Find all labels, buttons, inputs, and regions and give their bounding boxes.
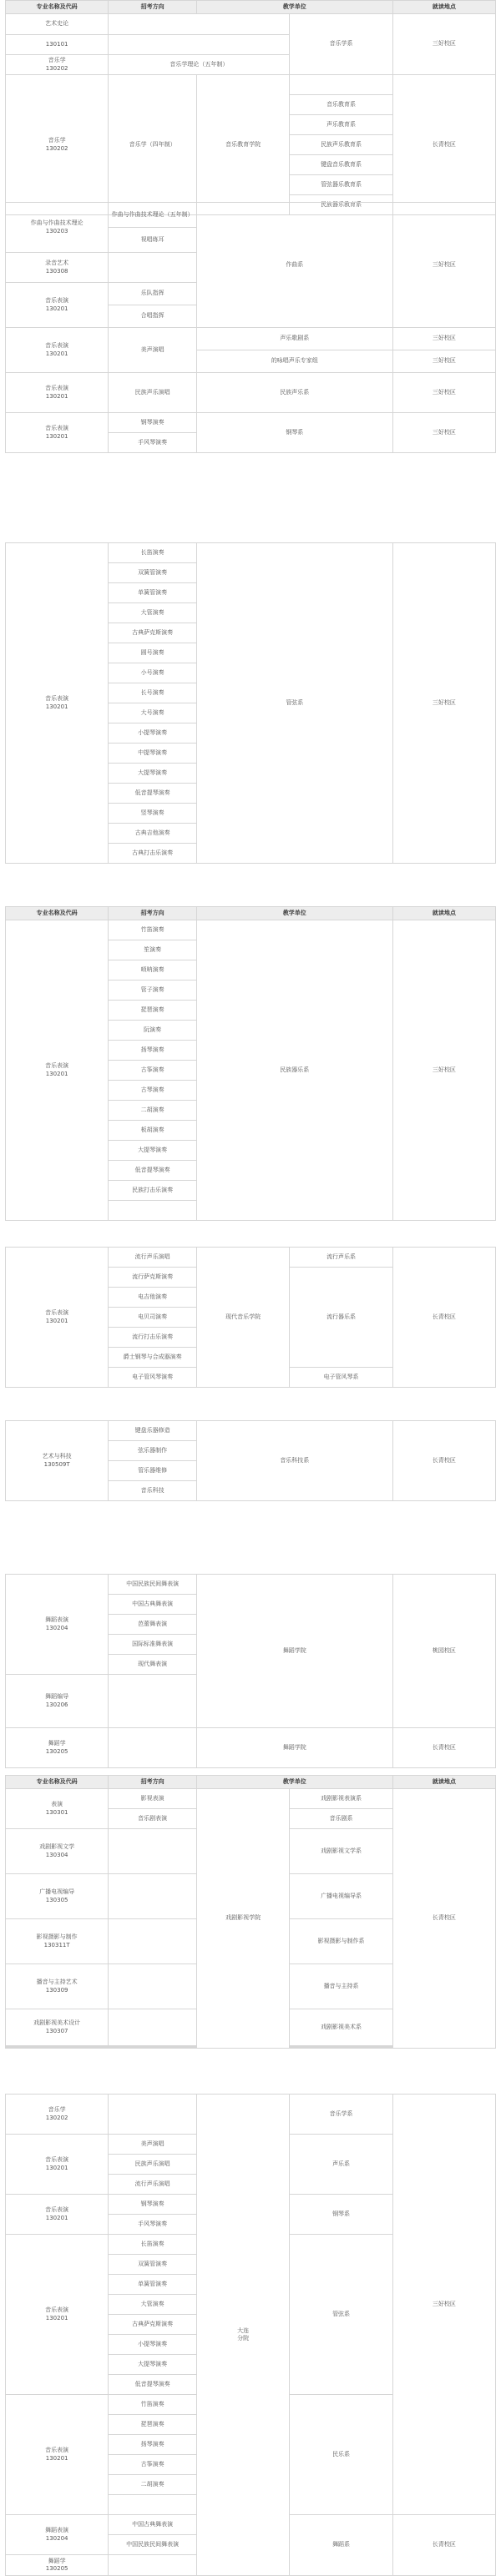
table-cell: 古琴演奏 <box>109 1081 197 1101</box>
cell-line-code: 130205 <box>8 2565 106 2573</box>
table-cell: 广播电视编导系 <box>290 1874 392 1919</box>
table-cell <box>109 14 290 35</box>
table-cell: 民族打击乐演奏 <box>109 1181 197 1201</box>
table-cell: 小提琴演奏 <box>109 723 197 744</box>
table-cell: 音乐剧表演 <box>109 1809 197 1829</box>
table-row <box>6 328 496 350</box>
table-cell: 电贝司演奏 <box>109 1308 197 1328</box>
table-cell: 笙演奏 <box>109 940 197 960</box>
table-cell: 音乐学系 <box>290 2095 392 2135</box>
table-row <box>6 920 496 940</box>
cell-line-name: 舞蹈学 <box>8 2558 106 2565</box>
cell-line-name: 音乐表演 <box>8 425 106 432</box>
table-cell <box>109 1874 197 1919</box>
table-cell: 电子管风琴系 <box>290 1368 392 1388</box>
cell-line-name: 作曲与作曲技术理论 <box>8 219 106 227</box>
table-cell: 弦乐器制作 <box>109 1441 197 1461</box>
table-cell: 声乐歌剧系 <box>196 328 392 350</box>
cell-line-code: 130307 <box>8 2028 106 2035</box>
table-cell: 流行萨克斯演奏 <box>109 1268 197 1288</box>
column-header: 就读地点 <box>392 1776 495 1789</box>
cell-line-name: 戏剧影视美术设计 <box>8 2019 106 2027</box>
table-row <box>6 1789 496 1809</box>
table-cell <box>6 1675 109 1728</box>
table-cell <box>109 1728 197 1768</box>
table-row <box>6 1421 496 1441</box>
cell-line-code: 130201 <box>8 393 106 401</box>
table-cell <box>6 253 109 283</box>
table-cell: 大提琴演奏 <box>109 764 197 784</box>
table-cell: 作曲系 <box>196 203 392 328</box>
cell-line-name: 音乐表演 <box>8 2156 106 2164</box>
cell-line-name: 音乐学 <box>8 2106 106 2114</box>
cell-line-name: 录音艺术 <box>8 260 106 267</box>
table-cell: 低音提琴演奏 <box>109 784 197 804</box>
table-cell: 现代音乐学院 <box>196 1248 290 1388</box>
table-cell <box>109 253 197 283</box>
table-cell: 三好校区 <box>392 543 495 864</box>
cell-line-name: 戏剧影视文学 <box>8 1843 106 1851</box>
table-cell: 低音提琴演奏 <box>109 2375 197 2395</box>
cell-line-name: 音乐表演 <box>8 2206 106 2214</box>
cell-line-code: 130304 <box>8 1852 106 1859</box>
cell-line-code: 130201 <box>8 2215 106 2222</box>
table-cell <box>6 1789 109 1829</box>
table-cell: 大提琴演奏 <box>109 1141 197 1161</box>
table-row <box>6 203 496 228</box>
table-cell: 130101 <box>6 35 109 55</box>
table-row <box>6 14 496 35</box>
table-cell: 三好校区 <box>392 920 495 1221</box>
table-cell <box>6 2195 109 2235</box>
table-row <box>6 1728 496 1768</box>
table-cell: 音乐科技系 <box>196 1421 392 1501</box>
table-cell: 长号演奏 <box>109 683 197 703</box>
table-cell: 阮演奏 <box>109 1021 197 1041</box>
table-cell: 作曲与作曲技术理论（五年制） <box>109 203 197 228</box>
table-cell <box>290 2048 392 2049</box>
table-cell: 音乐科技 <box>109 1481 197 1501</box>
table-cell: 国际标准舞表演 <box>109 1635 197 1655</box>
enrollment-table-section <box>5 542 496 864</box>
cell-line-code: 130204 <box>8 1625 106 1632</box>
table-cell: 戏剧影视文学系 <box>290 1829 392 1874</box>
table-cell: 音乐学系 <box>290 14 392 75</box>
cell-line-code: 130201 <box>8 305 106 313</box>
table-row <box>6 1575 496 1595</box>
table-cell: 长青校区 <box>392 75 495 215</box>
table-cell: 三好校区 <box>392 203 495 328</box>
table-header-row <box>6 1 496 14</box>
table-cell: 音乐学（四年制） <box>109 75 197 215</box>
cell-line-code: 130201 <box>8 1071 106 1078</box>
column-header: 就读地点 <box>392 1 495 14</box>
table-cell <box>109 2095 197 2135</box>
table-cell: 长青校区 <box>392 1421 495 1501</box>
table-cell: 管弦系 <box>196 543 392 864</box>
column-header: 教学单位 <box>196 1776 392 1789</box>
table-cell: 竹笛演奏 <box>109 920 197 940</box>
table-cell <box>109 1919 197 1964</box>
cell-line-name: 影视摄影与制作 <box>8 1933 106 1941</box>
table-cell <box>109 35 290 55</box>
table-row <box>6 1248 496 1268</box>
table-cell: 声乐系 <box>290 2135 392 2195</box>
table-cell <box>6 328 109 373</box>
table-cell: 中国民族民间舞表演 <box>109 2535 197 2555</box>
column-header: 招考方向 <box>109 1776 197 1789</box>
column-header: 专业名称及代码 <box>6 1 109 14</box>
column-header: 招考方向 <box>109 1 197 14</box>
table-cell <box>6 75 109 215</box>
cell-line-code: 130202 <box>8 2115 106 2122</box>
enrollment-table-section <box>5 1247 496 1388</box>
cell-line-code: 130205 <box>8 1748 106 1756</box>
cell-line-name: 表演 <box>8 1801 106 1808</box>
cell-line-name: 音乐表演 <box>8 2447 106 2454</box>
table-cell: 大管演奏 <box>109 2295 197 2315</box>
enrollment-table-section <box>5 2094 496 2576</box>
table-cell <box>6 55 109 75</box>
table-cell: 流行器乐系 <box>290 1268 392 1368</box>
table-cell: 竹笛演奏 <box>109 2395 197 2415</box>
table-cell: 民族声乐教育系 <box>290 135 392 155</box>
table-cell <box>109 1201 197 1221</box>
table-cell: 板胡演奏 <box>109 1121 197 1141</box>
table-cell <box>6 2235 109 2395</box>
table-cell: 小号演奏 <box>109 663 197 683</box>
table-cell: 钢琴演奏 <box>109 413 197 433</box>
cell-line-code: 130203 <box>8 228 106 235</box>
table-cell <box>6 203 109 253</box>
table-cell: 长青校区 <box>392 1789 495 2049</box>
table-cell: 键盘音乐教育系 <box>290 155 392 175</box>
table-header-row <box>6 1776 496 1789</box>
cell-line-name: 舞蹈表演 <box>8 1616 106 1624</box>
table-cell <box>109 1675 197 1728</box>
table-cell: 钢琴系 <box>290 2195 392 2235</box>
table-cell: 大提琴演奏 <box>109 2355 197 2375</box>
table-cell: 舞蹈系 <box>290 2515 392 2576</box>
table-cell: 三好校区 <box>392 373 495 413</box>
table-cell: 古典萨克斯演奏 <box>109 623 197 643</box>
table-cell <box>109 2555 197 2576</box>
table-cell: 民乐系 <box>290 2395 392 2515</box>
table-cell <box>6 1829 109 1874</box>
cell-line-name: 音乐表演 <box>8 297 106 305</box>
cell-line-name: 音乐表演 <box>8 385 106 392</box>
table-cell: 单簧管演奏 <box>109 583 197 603</box>
cell-line-code: 130311T <box>8 1942 106 1949</box>
cell-line-code: 130201 <box>8 2165 106 2172</box>
cell-line-name: 音乐学 <box>8 57 106 64</box>
table-cell: 播音与主持系 <box>290 1964 392 2009</box>
table-cell: 合唱指挥 <box>109 305 197 328</box>
cell-line-code: 130301 <box>8 1809 106 1817</box>
table-cell: 中国古典舞表演 <box>109 2515 197 2535</box>
table-cell: 长青校区 <box>392 1728 495 1768</box>
table-cell <box>6 2395 109 2515</box>
table-cell: 圆号演奏 <box>109 643 197 663</box>
table-cell: 中国古典舞表演 <box>109 1595 197 1615</box>
cell-line-name: 艺术与科技 <box>8 1453 106 1460</box>
cell-line-code: 130309 <box>8 1987 106 1994</box>
enrollment-table-section <box>5 202 496 453</box>
enrollment-table-section <box>5 1574 496 1768</box>
table-cell: 艺术史论 <box>6 14 109 35</box>
table-cell <box>6 2555 109 2576</box>
table-cell: 流行声乐演唱 <box>109 2175 197 2195</box>
table-cell: 三好校区 <box>392 328 495 350</box>
table-cell <box>6 413 109 453</box>
table-row <box>6 2095 496 2135</box>
table-cell: 管乐器维修 <box>109 1461 197 1481</box>
table-cell: 音乐剧系 <box>290 1809 392 1829</box>
table-cell: 影视摄影与制作系 <box>290 1919 392 1964</box>
table-cell <box>109 2009 197 2046</box>
enrollment-table-section <box>5 0 496 215</box>
table-cell: 影视表演 <box>109 1789 197 1809</box>
table-cell: 视唱练耳 <box>109 228 197 253</box>
cell-line-code: 130206 <box>8 1701 106 1709</box>
column-header: 招考方向 <box>109 907 197 920</box>
table-cell: 二胡演奏 <box>109 2475 197 2495</box>
table-cell <box>6 1964 109 2009</box>
table-cell: 长笛演奏 <box>109 2235 197 2255</box>
table-cell: 乐队指挥 <box>109 283 197 305</box>
cell-line-name: 舞蹈编导 <box>8 1693 106 1701</box>
cell-line-code: 130201 <box>8 703 106 711</box>
table-cell: 钢琴演奏 <box>109 2195 197 2215</box>
table-cell: 声乐教育系 <box>290 115 392 135</box>
table-cell: 长青校区 <box>392 1248 495 1388</box>
table-cell <box>6 373 109 413</box>
table-cell: 唢呐演奏 <box>109 960 197 980</box>
table-cell <box>6 2515 109 2555</box>
table-cell <box>109 2048 197 2049</box>
table-cell: 民族器乐系 <box>196 920 392 1221</box>
table-cell: 竖琴演奏 <box>109 804 197 824</box>
table-cell <box>6 2135 109 2195</box>
cell-line-code: 分院 <box>199 2335 288 2342</box>
cell-line-code: 130201 <box>8 2315 106 2322</box>
enrollment-table-section <box>5 1775 496 2049</box>
table-cell: 三好校区 <box>392 350 495 373</box>
column-header: 教学单位 <box>196 1 392 14</box>
table-row <box>6 413 496 433</box>
table-cell: 扬琴演奏 <box>109 2435 197 2455</box>
table-cell <box>109 1829 197 1874</box>
table-cell: 流行声乐系 <box>290 1248 392 1268</box>
table-row <box>6 373 496 413</box>
table-cell: 双簧管演奏 <box>109 563 197 583</box>
table-cell: 键盘乐器修造 <box>109 1421 197 1441</box>
cell-line-code: 130201 <box>8 2455 106 2463</box>
cell-line-name: 音乐学 <box>8 137 106 144</box>
table-cell: 的咏唱声乐专家组 <box>196 350 392 373</box>
table-cell <box>6 1919 109 1964</box>
table-cell: 琵琶演奏 <box>109 2415 197 2435</box>
table-cell: 芭蕾舞表演 <box>109 1615 197 1635</box>
column-header: 教学单位 <box>196 907 392 920</box>
table-cell <box>290 75 392 95</box>
cell-line-name: 舞蹈表演 <box>8 2527 106 2534</box>
table-cell <box>6 1874 109 1919</box>
table-cell: 音乐学理论（五年制） <box>109 55 290 75</box>
table-cell: 民族声乐系 <box>196 373 392 413</box>
table-cell: 音乐教育系 <box>290 95 392 115</box>
table-cell: 中国民族民间舞表演 <box>109 1575 197 1595</box>
table-cell: 长青校区 <box>392 2515 495 2576</box>
cell-line-name: 音乐表演 <box>8 2306 106 2314</box>
table-cell: 古筝演奏 <box>109 1061 197 1081</box>
table-cell: 低音提琴演奏 <box>109 1161 197 1181</box>
table-cell: 古筝演奏 <box>109 2455 197 2475</box>
table-cell <box>6 2095 109 2135</box>
table-cell: 美声演唱 <box>109 2135 197 2155</box>
cell-line-name: 音乐表演 <box>8 342 106 350</box>
column-header: 专业名称及代码 <box>6 907 109 920</box>
table-cell: 民族器乐教育系 <box>290 195 392 215</box>
table-header-row <box>6 907 496 920</box>
cell-line-code: 130509T <box>8 1461 106 1469</box>
cell-line-name: 广播电视编导 <box>8 1888 106 1896</box>
table-cell: 大号演奏 <box>109 703 197 723</box>
table-cell: 流行打击乐演奏 <box>109 1328 197 1348</box>
table-cell: 戏剧影视表演系 <box>290 1789 392 1809</box>
table-cell: 管弦器乐教育系 <box>290 175 392 195</box>
table-cell: 手风琴演奏 <box>109 2215 197 2235</box>
table-row <box>6 543 496 563</box>
table-cell: 古典打击乐演奏 <box>109 844 197 864</box>
table-cell <box>6 543 109 864</box>
table-cell: 古典吉他演奏 <box>109 824 197 844</box>
cell-line-code: 130202 <box>8 145 106 153</box>
table-cell: 长笛演奏 <box>109 543 197 563</box>
table-cell: 舞蹈学院 <box>196 1575 392 1728</box>
table-cell: 大管演奏 <box>109 603 197 623</box>
table-cell <box>6 1248 109 1388</box>
table-cell <box>6 1728 109 1768</box>
cell-line-code: 130201 <box>8 433 106 441</box>
table-cell: 戏剧影视美术系 <box>290 2009 392 2046</box>
table-cell: 古典萨克斯演奏 <box>109 2315 197 2335</box>
table-cell: 舞蹈学院 <box>196 1728 392 1768</box>
cell-line-name: 音乐表演 <box>8 1309 106 1317</box>
table-cell: 民族声乐演唱 <box>109 2155 197 2175</box>
table-cell: 三好校区 <box>392 413 495 453</box>
column-header: 就读地点 <box>392 907 495 920</box>
table-cell: 双簧管演奏 <box>109 2255 197 2275</box>
enrollment-table-section <box>5 906 496 1221</box>
table-cell: 电子管风琴演奏 <box>109 1368 197 1388</box>
table-cell <box>6 2009 109 2046</box>
table-row <box>6 75 496 95</box>
table-cell <box>6 2048 109 2049</box>
cell-line-code: 130201 <box>8 1318 106 1325</box>
cell-line-code: 130202 <box>8 65 106 73</box>
table-cell: 戏剧影视学院 <box>196 1789 290 2049</box>
table-cell <box>6 283 109 328</box>
table-cell: 手风琴演奏 <box>109 433 197 453</box>
table-cell: 三好校区 <box>392 14 495 75</box>
table-cell: 钢琴系 <box>196 413 392 453</box>
table-cell <box>6 920 109 1221</box>
cell-line-name: 音乐表演 <box>8 1062 106 1070</box>
table-cell: 电吉他演奏 <box>109 1288 197 1308</box>
table-cell <box>109 1964 197 2009</box>
cell-line-name: 舞蹈学 <box>8 1740 106 1747</box>
table-cell: 琵琶演奏 <box>109 1001 197 1021</box>
table-cell <box>6 1575 109 1675</box>
table-cell: 管弦系 <box>290 2235 392 2395</box>
cell-line-code: 130201 <box>8 350 106 358</box>
table-cell: 民族声乐演唱 <box>109 373 197 413</box>
table-cell: 小提琴演奏 <box>109 2335 197 2355</box>
table-cell: 美声演唱 <box>109 328 197 373</box>
table-cell: 管子演奏 <box>109 980 197 1001</box>
cell-line-code: 130204 <box>8 2535 106 2543</box>
table-cell <box>196 2095 290 2576</box>
table-cell <box>109 2495 197 2515</box>
table-cell: 爵士钢琴与合成器演奏 <box>109 1348 197 1368</box>
cell-line-name: 音乐表演 <box>8 695 106 703</box>
table-cell: 音乐教育学院 <box>196 75 290 215</box>
cell-line-code: 130308 <box>8 268 106 275</box>
table-cell: 现代舞表演 <box>109 1655 197 1675</box>
cell-line-name: 大连 <box>199 2327 288 2335</box>
table-cell: 流行声乐演唱 <box>109 1248 197 1268</box>
cell-line-code: 130305 <box>8 1897 106 1904</box>
column-header: 专业名称及代码 <box>6 1776 109 1789</box>
cell-line-name: 播音与主持艺术 <box>8 1979 106 1986</box>
table-cell: 单簧管演奏 <box>109 2275 197 2295</box>
table-cell: 二胡演奏 <box>109 1101 197 1121</box>
table-cell: 中提琴演奏 <box>109 744 197 764</box>
table-cell <box>6 1421 109 1501</box>
enrollment-table-section <box>5 1420 496 1501</box>
table-cell: 桃园校区 <box>392 1575 495 1728</box>
table-cell: 三好校区 <box>392 2095 495 2515</box>
table-cell: 扬琴演奏 <box>109 1041 197 1061</box>
